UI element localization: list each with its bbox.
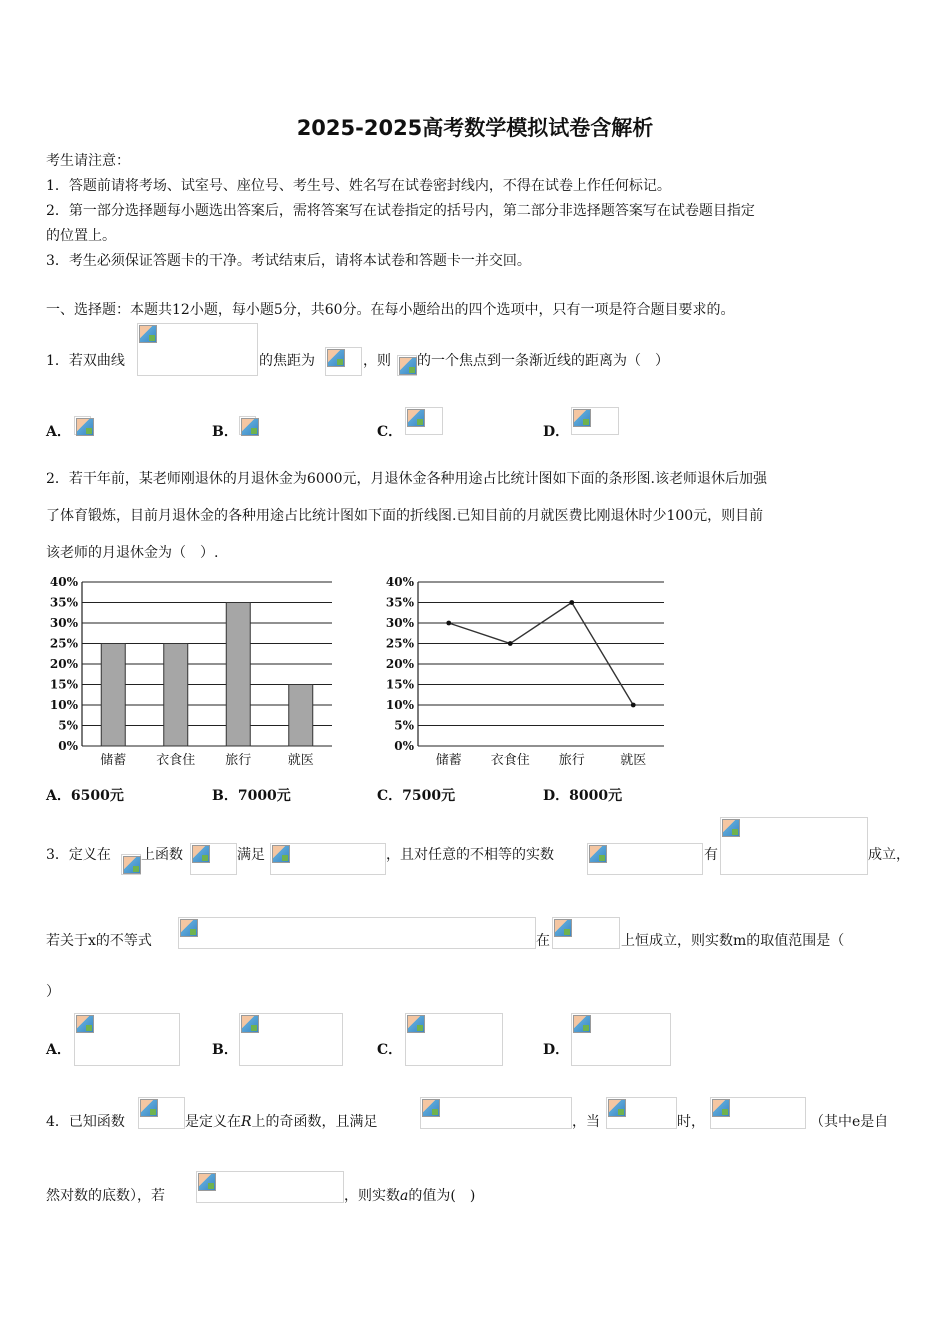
- broken-image-icon: [554, 919, 572, 937]
- broken-image-icon: [180, 919, 198, 937]
- broken-image-icon: [407, 409, 425, 427]
- formula-image-placeholder: [420, 1097, 572, 1129]
- broken-image-icon: [123, 856, 141, 874]
- broken-image-icon: [407, 1015, 425, 1033]
- q4-text-2b: 上的奇函数，且满足: [251, 1114, 378, 1130]
- q2-option-a[interactable]: A．6500元: [46, 788, 124, 804]
- y-tick-label: 40%: [385, 575, 414, 589]
- formula-image-placeholder: [571, 407, 619, 435]
- q2-line-1: 2．若干年前，某老师刚退休的月退休金为6000元，月退休金各种用途占比统计图如下面的条形图.该老师退休后加强: [46, 471, 767, 487]
- bar: [101, 644, 125, 747]
- q1-option-a[interactable]: A．: [46, 424, 71, 440]
- notice-item-2-cont: 的位置上。: [46, 228, 116, 244]
- q4-text-7: ，则实数: [344, 1188, 400, 1204]
- bar-chart: [40, 572, 340, 772]
- formula-image-placeholder: [239, 416, 256, 435]
- broken-image-icon: [422, 1099, 440, 1117]
- formula-image-placeholder: [74, 1013, 180, 1066]
- q4-text-1: 4．已知函数: [46, 1114, 125, 1130]
- notice-item-3: 3．考生必须保证答题卡的干净。考试结束后，请将本试卷和答题卡一并交回。: [46, 253, 531, 269]
- q3-text-2: 上函数: [141, 847, 183, 863]
- q2-line-2: 了体育锻炼，目前月退休金的各种用途占比统计图如下面的折线图.已知目前的月就医费比刚退休时少100元，则目前: [46, 508, 764, 524]
- q3-text-1: 3．定义在: [46, 847, 111, 863]
- broken-image-icon: [198, 1173, 216, 1191]
- data-point: [508, 641, 513, 646]
- bar: [226, 603, 250, 747]
- x-tick-label: 旅行: [558, 753, 585, 768]
- broken-image-icon: [399, 357, 417, 375]
- q1-text-1: 1．若双曲线: [46, 353, 125, 369]
- y-tick-label: 20%: [49, 657, 78, 671]
- y-tick-label: 30%: [385, 616, 414, 630]
- notice-item-1: 1．答题前请将考场、试室号、座位号、考生号、姓名写在试卷密封线内，不得在试卷上作任何标记。: [46, 178, 671, 194]
- broken-image-icon: [573, 1015, 591, 1033]
- q1-text-2: 的焦距为: [259, 353, 315, 369]
- x-tick-label: 衣食住: [156, 753, 196, 768]
- x-tick-label: 旅行: [225, 753, 252, 768]
- q2-line-3: 该老师的月退休金为（ ）.: [46, 545, 219, 561]
- q1-option-b[interactable]: B．: [212, 424, 238, 440]
- broken-image-icon: [241, 1015, 259, 1033]
- formula-image-placeholder: [606, 1097, 677, 1129]
- formula-image-placeholder: [121, 854, 141, 875]
- formula-image-placeholder: [196, 1171, 344, 1203]
- q4-text-3: ，当: [572, 1114, 600, 1130]
- q3-text-9: 上恒成立，则实数m的取值范围是（: [621, 933, 845, 949]
- q3-text-6: 成立，: [868, 847, 910, 863]
- q1-text-4: 的一个焦点到一条渐近线的距离为（ ）: [417, 353, 669, 369]
- y-tick-label: 35%: [385, 595, 414, 610]
- broken-image-icon: [76, 1015, 94, 1033]
- formula-image-placeholder: [397, 355, 417, 376]
- formula-image-placeholder: [239, 1013, 343, 1066]
- y-tick-label: 15%: [49, 677, 78, 692]
- y-tick-label: 10%: [49, 698, 78, 712]
- q3-option-a[interactable]: A．: [46, 1042, 71, 1058]
- broken-image-icon: [140, 1099, 158, 1117]
- y-tick-label: 5%: [394, 718, 414, 733]
- q1-option-c[interactable]: C．: [377, 424, 403, 440]
- formula-image-placeholder: [270, 843, 386, 875]
- y-tick-label: 25%: [49, 636, 78, 651]
- section-heading: 一、选择题：本题共12小题，每小题5分，共60分。在每小题给出的四个选项中，只有一项是符合题目要求的。: [46, 302, 735, 318]
- formula-image-placeholder: [710, 1097, 806, 1129]
- broken-image-icon: [589, 845, 607, 863]
- q3-text-8: 在: [536, 933, 550, 949]
- notice-item-2: 2．第一部分选择题每小题选出答案后，需将答案写在试卷指定的括号内，第二部分非选择题答案写在试卷题目指定: [46, 203, 755, 219]
- q4-text-4: 时，: [677, 1114, 705, 1130]
- x-tick-label: 衣食住: [490, 753, 530, 768]
- q4-set-r: R: [241, 1114, 252, 1130]
- broken-image-icon: [139, 325, 157, 343]
- q4-text-5: （其中e是自: [810, 1114, 889, 1130]
- line-chart: [376, 572, 672, 772]
- formula-image-placeholder: [405, 1013, 503, 1066]
- q4-text-6: 然对数的底数），若: [46, 1188, 165, 1204]
- y-tick-label: 30%: [49, 616, 78, 630]
- y-tick-label: 0%: [394, 739, 414, 753]
- y-tick-label: 20%: [385, 657, 414, 671]
- series-line: [449, 603, 634, 706]
- notice-heading: 考生请注意：: [46, 153, 130, 169]
- y-tick-label: 0%: [58, 739, 78, 753]
- bar: [164, 644, 188, 747]
- q3-text-5: 有: [704, 847, 718, 863]
- formula-image-placeholder: [325, 347, 362, 376]
- y-tick-label: 35%: [49, 595, 78, 610]
- data-point: [631, 703, 636, 708]
- formula-image-placeholder: [137, 323, 258, 376]
- y-tick-label: 40%: [49, 575, 78, 589]
- q2-option-c[interactable]: C．7500元: [377, 788, 456, 804]
- broken-image-icon: [722, 819, 740, 837]
- x-tick-label: 就医: [620, 753, 647, 768]
- formula-image-placeholder: [74, 416, 91, 435]
- broken-image-icon: [241, 418, 259, 436]
- q3-option-c[interactable]: C．: [377, 1042, 403, 1058]
- y-tick-label: 5%: [58, 718, 78, 733]
- broken-image-icon: [76, 418, 94, 436]
- x-tick-label: 就医: [287, 753, 314, 768]
- q3-text-3: 满足: [237, 847, 265, 863]
- q3-option-d[interactable]: D．: [543, 1042, 570, 1058]
- formula-image-placeholder: [405, 407, 443, 435]
- formula-image-placeholder: [552, 917, 620, 949]
- q4-text-2: 是定义在: [185, 1114, 241, 1130]
- x-tick-label: 储蓄: [435, 753, 462, 768]
- q3-text-4: ，且对任意的不相等的实数: [386, 847, 554, 863]
- formula-image-placeholder: [190, 843, 237, 875]
- q4-var-a: a: [400, 1188, 409, 1204]
- broken-image-icon: [327, 349, 345, 367]
- y-tick-label: 10%: [385, 698, 414, 712]
- q3-option-b[interactable]: B．: [212, 1042, 238, 1058]
- formula-image-placeholder: [587, 843, 703, 875]
- y-tick-label: 25%: [385, 636, 414, 651]
- q4-text-8: 的值为( ): [408, 1188, 476, 1204]
- x-tick-label: 储蓄: [100, 753, 127, 768]
- bar: [289, 685, 313, 747]
- q2-option-d[interactable]: D．8000元: [543, 788, 623, 804]
- formula-image-placeholder: [720, 817, 868, 875]
- broken-image-icon: [608, 1099, 626, 1117]
- page-title: 2025-2025高考数学模拟试卷含解析: [296, 116, 654, 140]
- q1-option-d[interactable]: D．: [543, 424, 570, 440]
- data-point: [446, 621, 451, 626]
- broken-image-icon: [272, 845, 290, 863]
- formula-image-placeholder: [138, 1097, 185, 1129]
- formula-image-placeholder: [571, 1013, 671, 1066]
- q3-text-7: 若关于x的不等式: [46, 933, 152, 949]
- broken-image-icon: [192, 845, 210, 863]
- formula-image-placeholder: [178, 917, 536, 949]
- y-tick-label: 15%: [385, 677, 414, 692]
- q2-option-b[interactable]: B．7000元: [212, 788, 291, 804]
- data-point: [569, 600, 574, 605]
- q3-text-10: ）: [46, 984, 60, 1000]
- q1-text-3: ，则: [363, 353, 391, 369]
- broken-image-icon: [573, 409, 591, 427]
- broken-image-icon: [712, 1099, 730, 1117]
